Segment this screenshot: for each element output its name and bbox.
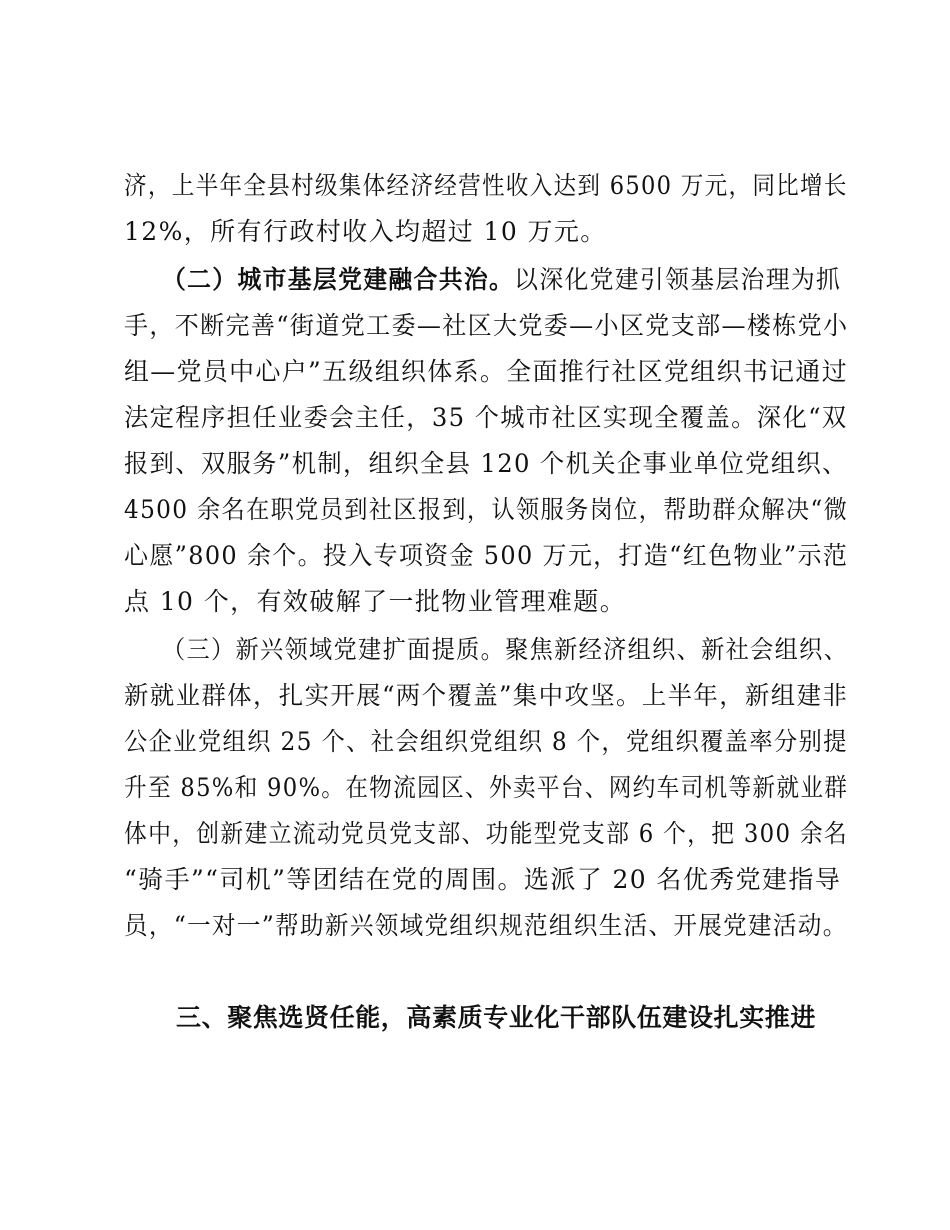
- text-line: 报到、双服务”机制，组织全县 120 个机关企事业单位党组织、: [124, 449, 848, 478]
- text-line: 体中，创新建立流动党员党支部、功能型党支部 6 个，把 300 余名: [124, 819, 849, 848]
- text-line: 4500 余名在职党员到社区报到，认领服务岗位，帮助群众解决“微: [124, 495, 849, 524]
- paragraph-heading: （二）城市基层党建融合共治。: [162, 265, 515, 294]
- text-line: 手，不断完善“街道党工委—社区大党委—小区党支部—楼栋党小: [124, 311, 849, 340]
- text-line: 点 10 个，有效破解了一批物业管理难题。: [124, 587, 627, 616]
- text-line: 心愿”800 余个。投入专项资金 500 万元，打造“红色物业”示范: [124, 541, 849, 570]
- section-heading: 三、聚焦选贤任能，高素质专业化干部队伍建设扎实推进: [176, 1003, 817, 1032]
- text-line: 组—党员中心户”五级组织体系。全面推行社区党组织书记通过: [124, 357, 849, 386]
- text-line: 12%，所有行政村收入均超过 10 万元。: [124, 217, 607, 246]
- text-line: 公企业党组织 25 个、社会组织党组织 8 个，党组织覆盖率分别提: [124, 727, 848, 756]
- text-line: 升至 85%和 90%。在物流园区、外卖平台、网约车司机等新就业群: [124, 773, 849, 802]
- paragraph-first-line: （三）新兴领域党建扩面提质。聚焦新经济组织、新社会组织、: [162, 635, 849, 664]
- text-line: 济，上半年全县村级集体经济经营性收入达到 6500 万元，同比增长: [124, 171, 848, 200]
- text-line: 法定程序担任业委会主任，35 个城市社区实现全覆盖。深化“双: [124, 403, 848, 432]
- text-line: 新就业群体，扎实开展“两个覆盖”集中攻坚。上半年，新组建非: [124, 681, 849, 710]
- paragraph-text: 以深化党建引领基层治理为抓: [514, 265, 842, 294]
- text-line: “骑手”“司机”等团结在党的周围。选派了 20 名优秀党建指导: [124, 865, 842, 894]
- text-line: 员，“一对一”帮助新兴领域党组织规范组织生活、开展党建活动。: [124, 911, 848, 940]
- paragraph-first-line: [162, 262, 848, 298]
